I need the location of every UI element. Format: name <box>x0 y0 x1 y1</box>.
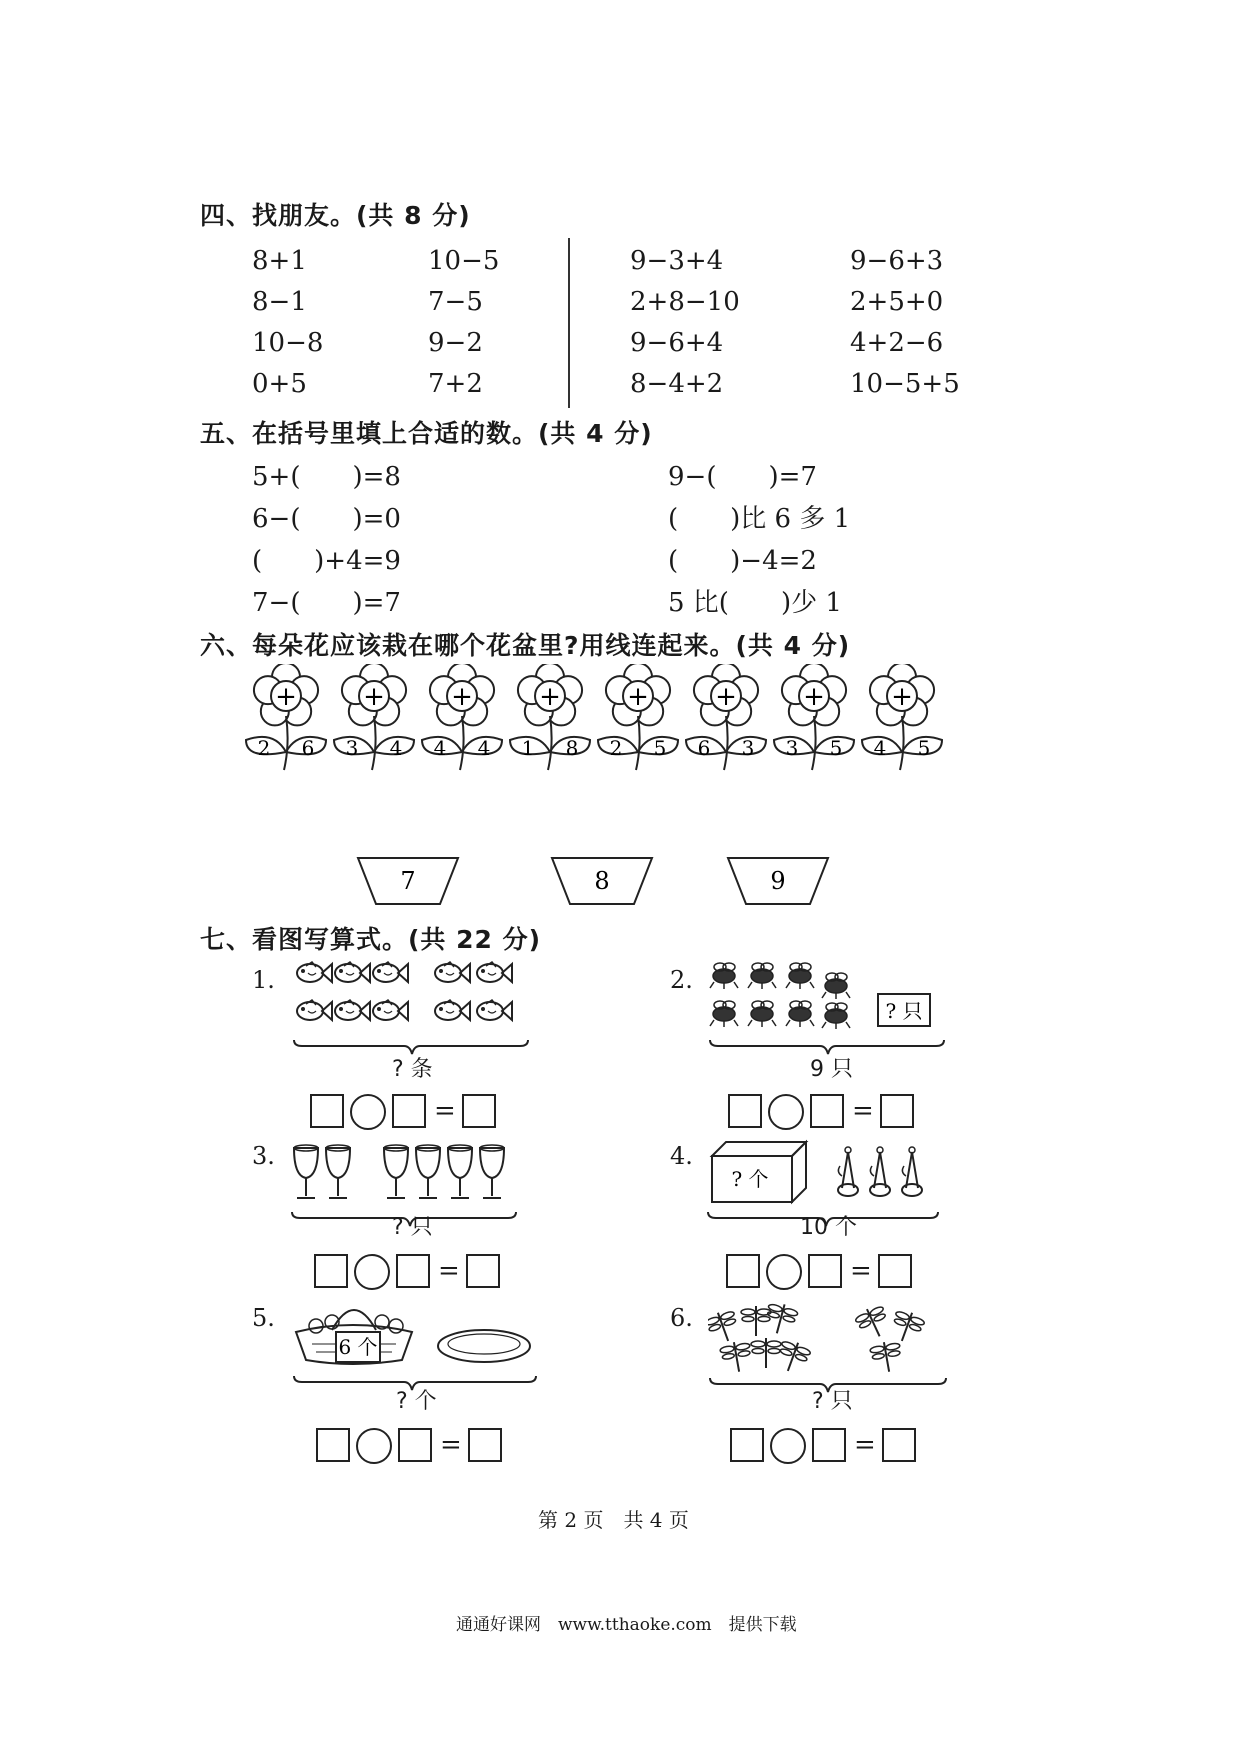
flower-sign: + <box>803 682 825 712</box>
operator-circle-5[interactable] <box>356 1428 392 1464</box>
operator-circle-1[interactable] <box>350 1094 386 1130</box>
answer-box-1-result[interactable] <box>462 1094 496 1128</box>
problem-3-number: 3. <box>252 1142 275 1170</box>
flower-leaf-left-number: 1 <box>521 736 535 760</box>
answer-box-5-a[interactable] <box>316 1428 350 1462</box>
column-divider <box>568 238 570 408</box>
equals-sign: = <box>440 1430 462 1460</box>
flower-2[interactable] <box>334 664 414 770</box>
flower-leaf-right-number: 3 <box>741 736 755 760</box>
flower-sign: + <box>715 682 737 712</box>
pot-8[interactable] <box>552 858 652 904</box>
fill-right-3: ( )−4=2 <box>668 546 817 576</box>
fill-left-1: 5+( )=8 <box>252 462 401 492</box>
equals-sign: = <box>434 1096 456 1126</box>
pot-7-label: 7 <box>400 867 416 895</box>
flower-leaf-right-number: 6 <box>301 736 315 760</box>
flower-sign: + <box>275 682 297 712</box>
fill-right-4: 5 比( )少 1 <box>668 588 842 618</box>
section-6-heading: 六、每朵花应该栽在哪个花盆里?用线连起来。(共 4 分) <box>200 631 851 660</box>
flower-sign: + <box>627 682 649 712</box>
problem-2-number: 2. <box>670 966 693 994</box>
flower-sign: + <box>891 682 913 712</box>
expr-c2-r1: 10−5 <box>428 246 500 276</box>
equals-sign: = <box>438 1256 460 1286</box>
flower-7[interactable] <box>774 664 854 770</box>
expr-c4-r2: 2+5+0 <box>850 287 944 317</box>
expr-c3-r1: 9−3+4 <box>630 246 724 276</box>
problem-4-label: 10 个 <box>800 1215 857 1240</box>
bee-icon <box>710 963 850 1029</box>
problem-4-box-label: ? 个 <box>731 1167 769 1191</box>
pot-9-label: 9 <box>770 867 786 895</box>
operator-circle-2[interactable] <box>768 1094 804 1130</box>
expr-c2-r4: 7+2 <box>428 369 483 399</box>
problem-4-number: 4. <box>670 1142 693 1170</box>
expr-c2-r3: 9−2 <box>428 328 483 358</box>
flower-leaf-left-number: 3 <box>785 736 799 760</box>
dragonfly-icon <box>708 1300 926 1376</box>
flower-4[interactable] <box>510 664 590 770</box>
plate-icon <box>438 1330 530 1362</box>
equals-sign: = <box>850 1256 872 1286</box>
answer-box-4-b[interactable] <box>808 1254 842 1288</box>
fill-left-3: ( )+4=9 <box>252 546 401 576</box>
flower-6[interactable] <box>686 664 766 770</box>
answer-box-6-b[interactable] <box>812 1428 846 1462</box>
problem-1-label: ? 条 <box>392 1057 433 1082</box>
expr-c1-r2: 8−1 <box>252 287 307 317</box>
expr-c4-r1: 9−6+3 <box>850 246 944 276</box>
problem-6-label: ? 只 <box>812 1389 853 1414</box>
answer-box-1-b[interactable] <box>392 1094 426 1128</box>
problem-6-number: 6. <box>670 1304 693 1332</box>
flower-leaf-left-number: 4 <box>873 736 887 760</box>
expr-c2-r2: 7−5 <box>428 287 483 317</box>
problem-2-label: 9 只 <box>810 1057 853 1082</box>
flower-1[interactable] <box>246 664 326 770</box>
fill-left-2: 6−( )=0 <box>252 504 401 534</box>
pot-9[interactable] <box>728 858 828 904</box>
expr-c1-r4: 0+5 <box>252 369 307 399</box>
expr-c3-r3: 9−6+4 <box>630 328 724 358</box>
problem-2-box-label: ? 只 <box>885 999 923 1023</box>
answer-box-2-b[interactable] <box>810 1094 844 1128</box>
flower-5[interactable] <box>598 664 678 770</box>
flower-leaf-left-number: 2 <box>257 736 271 760</box>
flower-leaf-right-number: 4 <box>389 736 403 760</box>
flower-leaf-left-number: 2 <box>609 736 623 760</box>
problem-5-box-label: 6 个 <box>338 1335 378 1359</box>
flower-leaf-left-number: 3 <box>345 736 359 760</box>
section-5-heading: 五、在括号里填上合适的数。(共 4 分) <box>200 419 653 448</box>
operator-circle-3[interactable] <box>354 1254 390 1290</box>
answer-box-3-b[interactable] <box>396 1254 430 1288</box>
problem-2-figure <box>708 960 948 1060</box>
answer-box-4-a[interactable] <box>726 1254 760 1288</box>
section-4-heading: 四、找朋友。(共 8 分) <box>200 201 471 230</box>
expr-c4-r3: 4+2−6 <box>850 328 944 358</box>
equals-sign: = <box>854 1430 876 1460</box>
problem-1-number: 1. <box>252 966 275 994</box>
flower-leaf-left-number: 4 <box>433 736 447 760</box>
answer-box-3-a[interactable] <box>314 1254 348 1288</box>
operator-circle-6[interactable] <box>770 1428 806 1464</box>
flower-leaf-right-number: 4 <box>477 736 491 760</box>
flower-sign: + <box>363 682 385 712</box>
problem-5-number: 5. <box>252 1304 275 1332</box>
answer-box-3-result[interactable] <box>466 1254 500 1288</box>
answer-box-1-a[interactable] <box>310 1094 344 1128</box>
answer-box-5-b[interactable] <box>398 1428 432 1462</box>
flower-pots <box>340 852 920 912</box>
equals-sign: = <box>852 1096 874 1126</box>
page-number: 第 2 页 共 4 页 <box>538 1508 689 1532</box>
pot-8-label: 8 <box>594 867 610 895</box>
answer-box-2-result[interactable] <box>880 1094 914 1128</box>
trumpet-icon <box>838 1147 922 1196</box>
expr-c3-r4: 8−4+2 <box>630 369 724 399</box>
problem-3-label: ? 只 <box>392 1215 433 1240</box>
flower-leaf-right-number: 8 <box>565 736 579 760</box>
answer-box-5-result[interactable] <box>468 1428 502 1462</box>
flowers-row <box>240 664 960 784</box>
fill-right-2: ( )比 6 多 1 <box>668 504 851 534</box>
problem-1-figure <box>292 960 532 1060</box>
flower-sign: + <box>539 682 561 712</box>
answer-box-4-result[interactable] <box>878 1254 912 1288</box>
fish-icon <box>297 962 512 1020</box>
expr-c3-r2: 2+8−10 <box>630 287 740 317</box>
flower-leaf-left-number: 6 <box>697 736 711 760</box>
expr-c1-r3: 10−8 <box>252 328 324 358</box>
expr-c4-r4: 10−5+5 <box>850 369 960 399</box>
pot-7[interactable] <box>358 858 458 904</box>
flower-leaf-right-number: 5 <box>653 736 667 760</box>
flower-8[interactable] <box>862 664 942 770</box>
operator-circle-4[interactable] <box>766 1254 802 1290</box>
fill-right-1: 9−( )=7 <box>668 462 817 492</box>
flower-sign: + <box>451 682 473 712</box>
watermark: 通通好课网 www.tthaoke.com 提供下载 <box>456 1615 797 1635</box>
answer-box-6-a[interactable] <box>730 1428 764 1462</box>
fill-left-4: 7−( )=7 <box>252 588 401 618</box>
expr-c1-r1: 8+1 <box>252 246 307 276</box>
cup-icon <box>294 1145 504 1198</box>
answer-box-6-result[interactable] <box>882 1428 916 1462</box>
section-7-heading: 七、看图写算式。(共 22 分) <box>200 925 542 954</box>
problem-5-label: ? 个 <box>396 1389 437 1414</box>
flower-leaf-right-number: 5 <box>829 736 843 760</box>
flower-leaf-right-number: 5 <box>917 736 931 760</box>
answer-box-2-a[interactable] <box>728 1094 762 1128</box>
flower-3[interactable] <box>422 664 502 770</box>
